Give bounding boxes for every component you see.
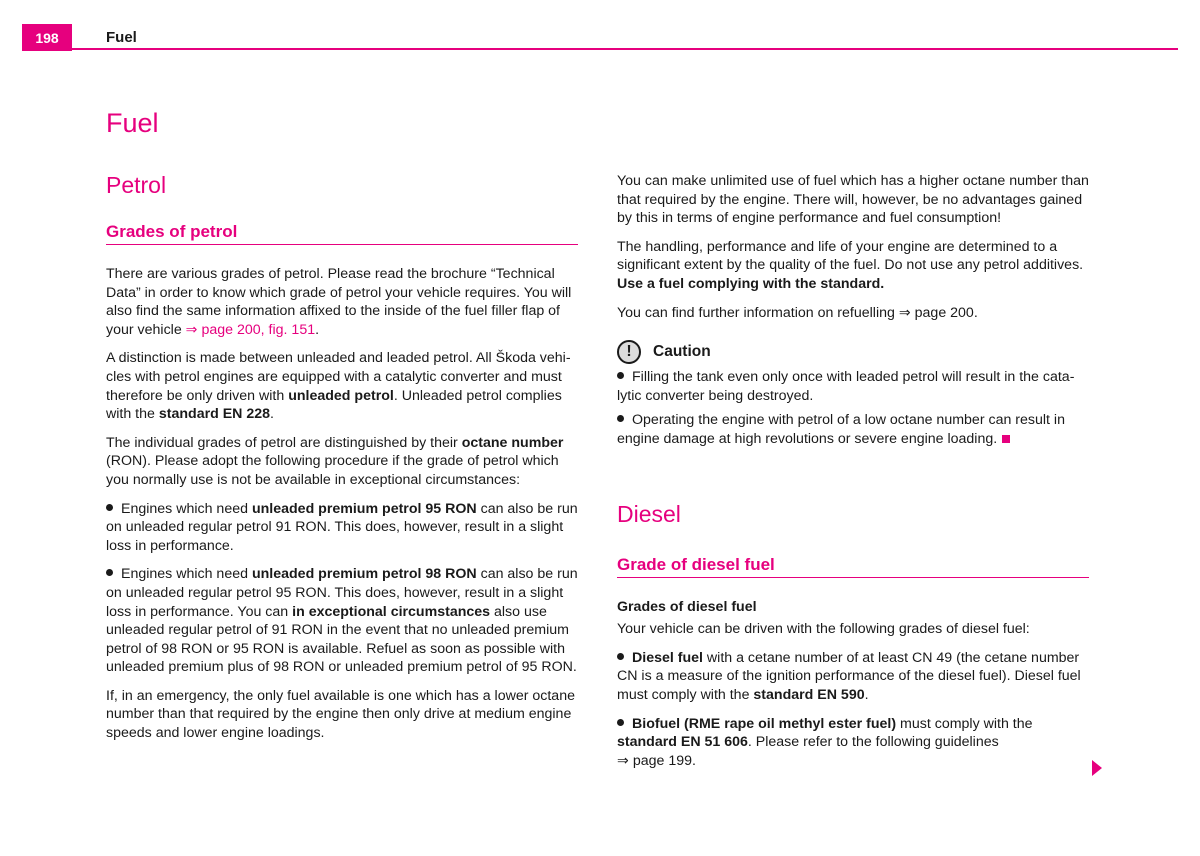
next-page-arrow-icon (1092, 760, 1102, 776)
paragraph-text: The individual grades of petrol are distinguished by their (106, 434, 458, 451)
bold-term: unleaded petrol (288, 387, 394, 404)
list-item (617, 368, 1089, 405)
section-heading-petrol: Petrol (106, 172, 167, 198)
page-reference-link[interactable]: ⇒ page 200, fig. 151 (185, 321, 316, 338)
bullet-icon (106, 504, 113, 511)
bullet-icon (106, 569, 113, 576)
bold-term: standard EN 590 (753, 686, 865, 703)
header-rule (22, 48, 1178, 50)
right-column (617, 172, 1089, 780)
paragraph-text: can also be run on unleaded regular petrol 91 RON. This does, however, result in a slight loss in performance. (106, 500, 578, 554)
bold-term: Biofuel (RME rape oil methyl ester fuel) (632, 715, 897, 732)
caution-exclamation-icon: ! (617, 340, 641, 364)
page-number: 198 (22, 24, 72, 51)
paragraph-text: . (864, 686, 869, 703)
list-item (106, 565, 578, 677)
bold-term: in exceptional circumstances (292, 603, 491, 620)
paragraph-text: Filling the tank even only once with leaded petrol will result in the cata-lytic converter being destroyed. (617, 369, 1075, 404)
section-heading-diesel: Diesel (617, 500, 681, 527)
bold-term: unleaded premium petrol 95 RON (251, 500, 477, 517)
paragraph-text: Engines which need (121, 500, 248, 517)
chapter-title: Fuel (106, 108, 159, 138)
paragraph-text: Your vehicle can be driven with the following grades of diesel fuel: (617, 621, 1030, 638)
paragraph (617, 304, 1089, 323)
end-of-section-icon (1002, 435, 1010, 443)
bullet-icon (617, 719, 624, 726)
paragraph-text: . Unleaded petrol complies with the (106, 387, 562, 423)
paragraph-text: The handling, performance and life of your engine are determined to a significant extent by the quality of the fuel. Do not use any petrol additives. (617, 238, 1084, 274)
paragraph-text: You can make unlimited use of fuel which has a higher octane number than that required by the engine. There will, however, be no advantages gained by this in terms of engine performance and fuel consumption! (617, 173, 1089, 227)
bold-term: standard EN 228 (158, 406, 271, 423)
bold-label: Grades of diesel fuel (617, 598, 757, 615)
list-item (617, 715, 1089, 771)
paragraph (617, 598, 1089, 617)
paragraph (106, 349, 578, 423)
bullet-icon (617, 653, 624, 660)
page-reference-text: You can find further information on refuelling ⇒ page 200. (617, 304, 978, 321)
bold-term: standard EN 51 606 (617, 734, 748, 751)
paragraph-text: can also be run on unleaded regular petrol 95 RON. This does, however, result in a slight loss in performance. You can (106, 566, 578, 620)
left-column (106, 170, 578, 753)
paragraph-text: Engines which need (121, 566, 248, 583)
paragraph-text: also use unleaded regular petrol of 91 RON in the event that no unleaded premium petrol of 98 RON or 95 RON is available. Refuel as soon as possible with unleaded premium plus of 98 RON or unleaded premium petrol of 95 RON. (106, 603, 577, 676)
bold-term: Diesel fuel (632, 649, 703, 666)
paragraph (617, 620, 1089, 639)
paragraph-text: must comply with the (900, 715, 1033, 732)
paragraph-text: . (270, 406, 274, 423)
paragraph-text: There are various grades of petrol. Please read the brochure “Technical Data” in order to know which grade of petrol your vehicle requires. You will also find the same information affixed to the inside of the fuel filler flap of your vehicle (106, 266, 572, 338)
paragraph (106, 265, 578, 339)
bold-term: octane number (461, 434, 564, 451)
paragraph-text: with a cetane number of at least CN 49 (the cetane number CN is a measure of the ignition performance of the diesel fuel). Diesel fuel must comply with the (617, 649, 1081, 703)
subsection-heading-grades-of-petrol: Grades of petrol (106, 222, 578, 245)
list-item (617, 649, 1089, 705)
bold-term: Use a fuel complying with the standard. (617, 275, 885, 292)
page-reference-text: ⇒ page 199. (617, 752, 696, 769)
caution-title: Caution (653, 342, 711, 360)
paragraph-text: . Please refer to the following guidelines (747, 734, 999, 751)
paragraph-text: . (315, 321, 320, 338)
paragraph-text: (RON). Please adopt the following procedure if the grade of petrol which you normally use is not be available in exceptional circumstances: (106, 453, 559, 488)
paragraph (106, 687, 578, 743)
paragraph (617, 172, 1089, 228)
bold-term: unleaded premium petrol 98 RON (251, 566, 477, 583)
paragraph-text: A distinction is made between unleaded and leaded petrol. All Škoda vehi-cles with petrol engines are equipped with a catalytic converter and must therefore be only driven with (106, 350, 571, 404)
list-item (617, 411, 1089, 448)
caution-header (617, 340, 1089, 364)
paragraph-text: Operating the engine with petrol of a low octane number can result in engine damage at high revolutions or severe engine loading. (617, 412, 1065, 447)
bullet-icon (617, 415, 624, 422)
list-item (106, 500, 578, 556)
paragraph (106, 434, 578, 490)
running-header: Fuel (106, 29, 137, 46)
bullet-icon (617, 372, 624, 379)
paragraph-text: If, in an emergency, the only fuel available is one which has a lower octane number than that required by the engine then only drive at medium engine speeds and lower engine loadings. (106, 687, 575, 742)
subsection-heading-grade-of-diesel-fuel: Grade of diesel fuel (617, 555, 1089, 578)
paragraph (617, 238, 1089, 294)
